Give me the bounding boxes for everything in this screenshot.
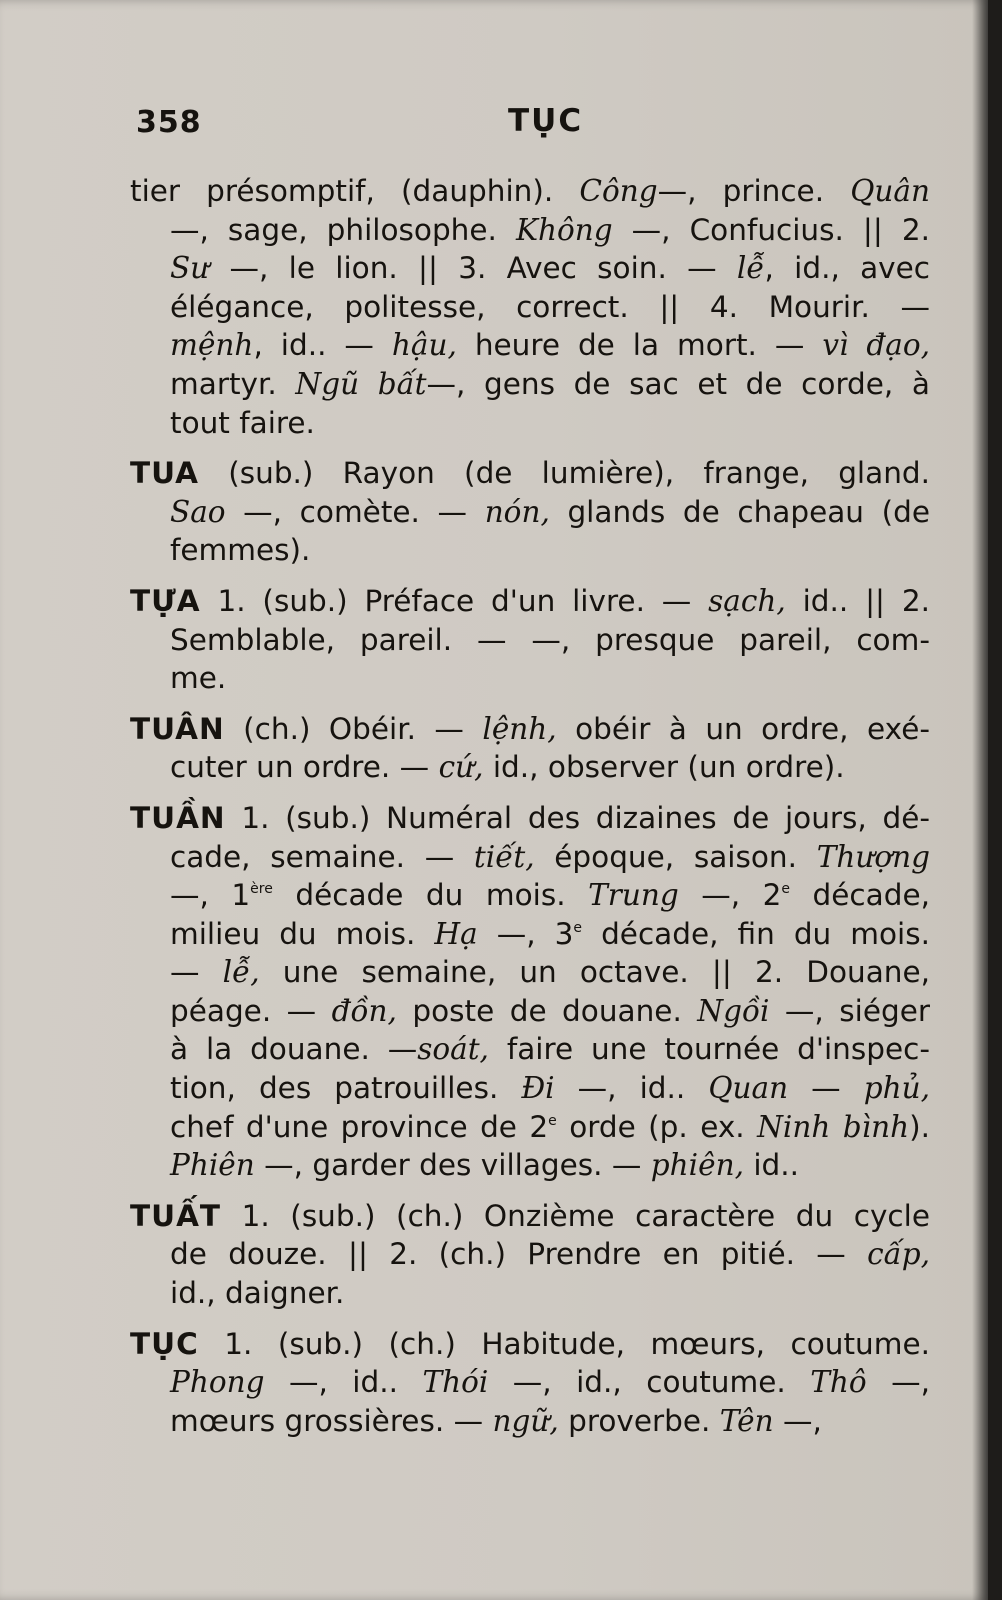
entry-line: cuter un ordre. — cứ, id., observer (un ordre).: [170, 750, 845, 785]
entry-line: milieu du mois. Hạ —, 3e décade, fin du mois.: [170, 916, 930, 951]
entry-gap: [130, 442, 930, 454]
entry-line: Phong —, id.. Thói —, id., coutume. Thô —,: [170, 1365, 930, 1400]
entry-line: —, sage, philosophe. Không —, Confucius. || 2.: [170, 212, 930, 247]
dictionary-body: [130, 172, 930, 1440]
entry-line: tier présomptif, (dauphin). Công—, prince. Quân: [130, 174, 930, 208]
entry-line: Sao —, comète. — nón, glands de chapeau (de: [170, 494, 931, 529]
entry-line: id., daigner.: [170, 1276, 345, 1311]
entry-gap: [130, 698, 930, 710]
entry-headword: TỰA: [130, 583, 201, 618]
entry-line: Semblable, pareil. — —, presque pareil, com-: [170, 622, 930, 657]
entry-headword: TỤC: [130, 1326, 199, 1361]
entry-line: mệnh, id.. — hậu, heure de la mort. — vì đạo,: [170, 328, 931, 363]
entry-line: tout faire.: [170, 405, 315, 440]
dictionary-entry: [130, 1197, 930, 1313]
entry-line: me.: [170, 661, 227, 696]
dictionary-entry: [130, 710, 930, 787]
entry-line: TỤC 1. (sub.) (ch.) Habitude, mœurs, coutume.: [130, 1326, 930, 1361]
dictionary-entry: [130, 172, 930, 442]
dictionary-entry: [130, 454, 930, 570]
entry-line: TUẤT 1. (sub.) (ch.) Onzième caractère du cycle: [130, 1198, 930, 1233]
dictionary-entry: [130, 1325, 930, 1441]
entry-line: élégance, politesse, correct. || 4. Mourir. —: [170, 289, 930, 324]
entry-line: mœurs grossières. — ngữ, proverbe. Tên —,: [170, 1403, 822, 1438]
entry-line: à la douane. —soát, faire une tournée d'inspec-: [170, 1032, 930, 1067]
running-head: TỤC: [508, 103, 584, 139]
entry-line: TUẦN 1. (sub.) Numéral des dizaines de jours, dé-: [130, 800, 930, 835]
entry-headword: TUẦN: [130, 800, 226, 835]
entry-line: Sư —, le lion. || 3. Avec soin. — lễ, id., avec: [170, 251, 931, 286]
entry-gap: [130, 1185, 930, 1197]
page-number: 358: [136, 105, 202, 140]
entry-headword: TUA: [130, 456, 200, 491]
entry-headword: TUÂN: [130, 711, 225, 746]
entry-line: de douze. || 2. (ch.) Prendre en pitié. — cấp,: [170, 1237, 930, 1272]
entry-gap: [130, 787, 930, 799]
dictionary-entry: [130, 799, 930, 1185]
entry-line: martyr. Ngũ bất—, gens de sac et de corde, à: [170, 366, 930, 401]
entry-line: TỰA 1. (sub.) Préface d'un livre. — sạch, id.. || 2.: [130, 583, 930, 618]
entry-line: chef d'une province de 2e orde (p. ex. Ninh bình).: [170, 1109, 930, 1144]
entry-line: tion, des patrouilles. Đi —, id.. Quan — phủ,: [170, 1071, 930, 1106]
entry-line: TUA (sub.) Rayon (de lumière), frange, gland.: [130, 456, 930, 491]
entry-gap: [130, 1313, 930, 1325]
entry-line: —, 1ère décade du mois. Trung —, 2e décade,: [170, 878, 930, 913]
entry-line: — lễ, une semaine, un octave. || 2. Douane,: [170, 955, 930, 990]
dictionary-entry: [130, 582, 930, 698]
page-edge-shadow: [972, 0, 988, 1600]
entry-line: cade, semaine. — tiết, époque, saison. Thượng: [170, 839, 931, 874]
entry-line: péage. — đồn, poste de douane. Ngồi —, siéger: [170, 993, 930, 1028]
entry-gap: [130, 570, 930, 582]
entry-line: femmes).: [170, 533, 311, 568]
entry-headword: TUẤT: [130, 1198, 222, 1233]
entry-line: TUÂN (ch.) Obéir. — lệnh, obéir à un ordre, exé-: [130, 711, 930, 746]
entry-line: Phiên —, garder des villages. — phiên, id..: [170, 1148, 800, 1183]
